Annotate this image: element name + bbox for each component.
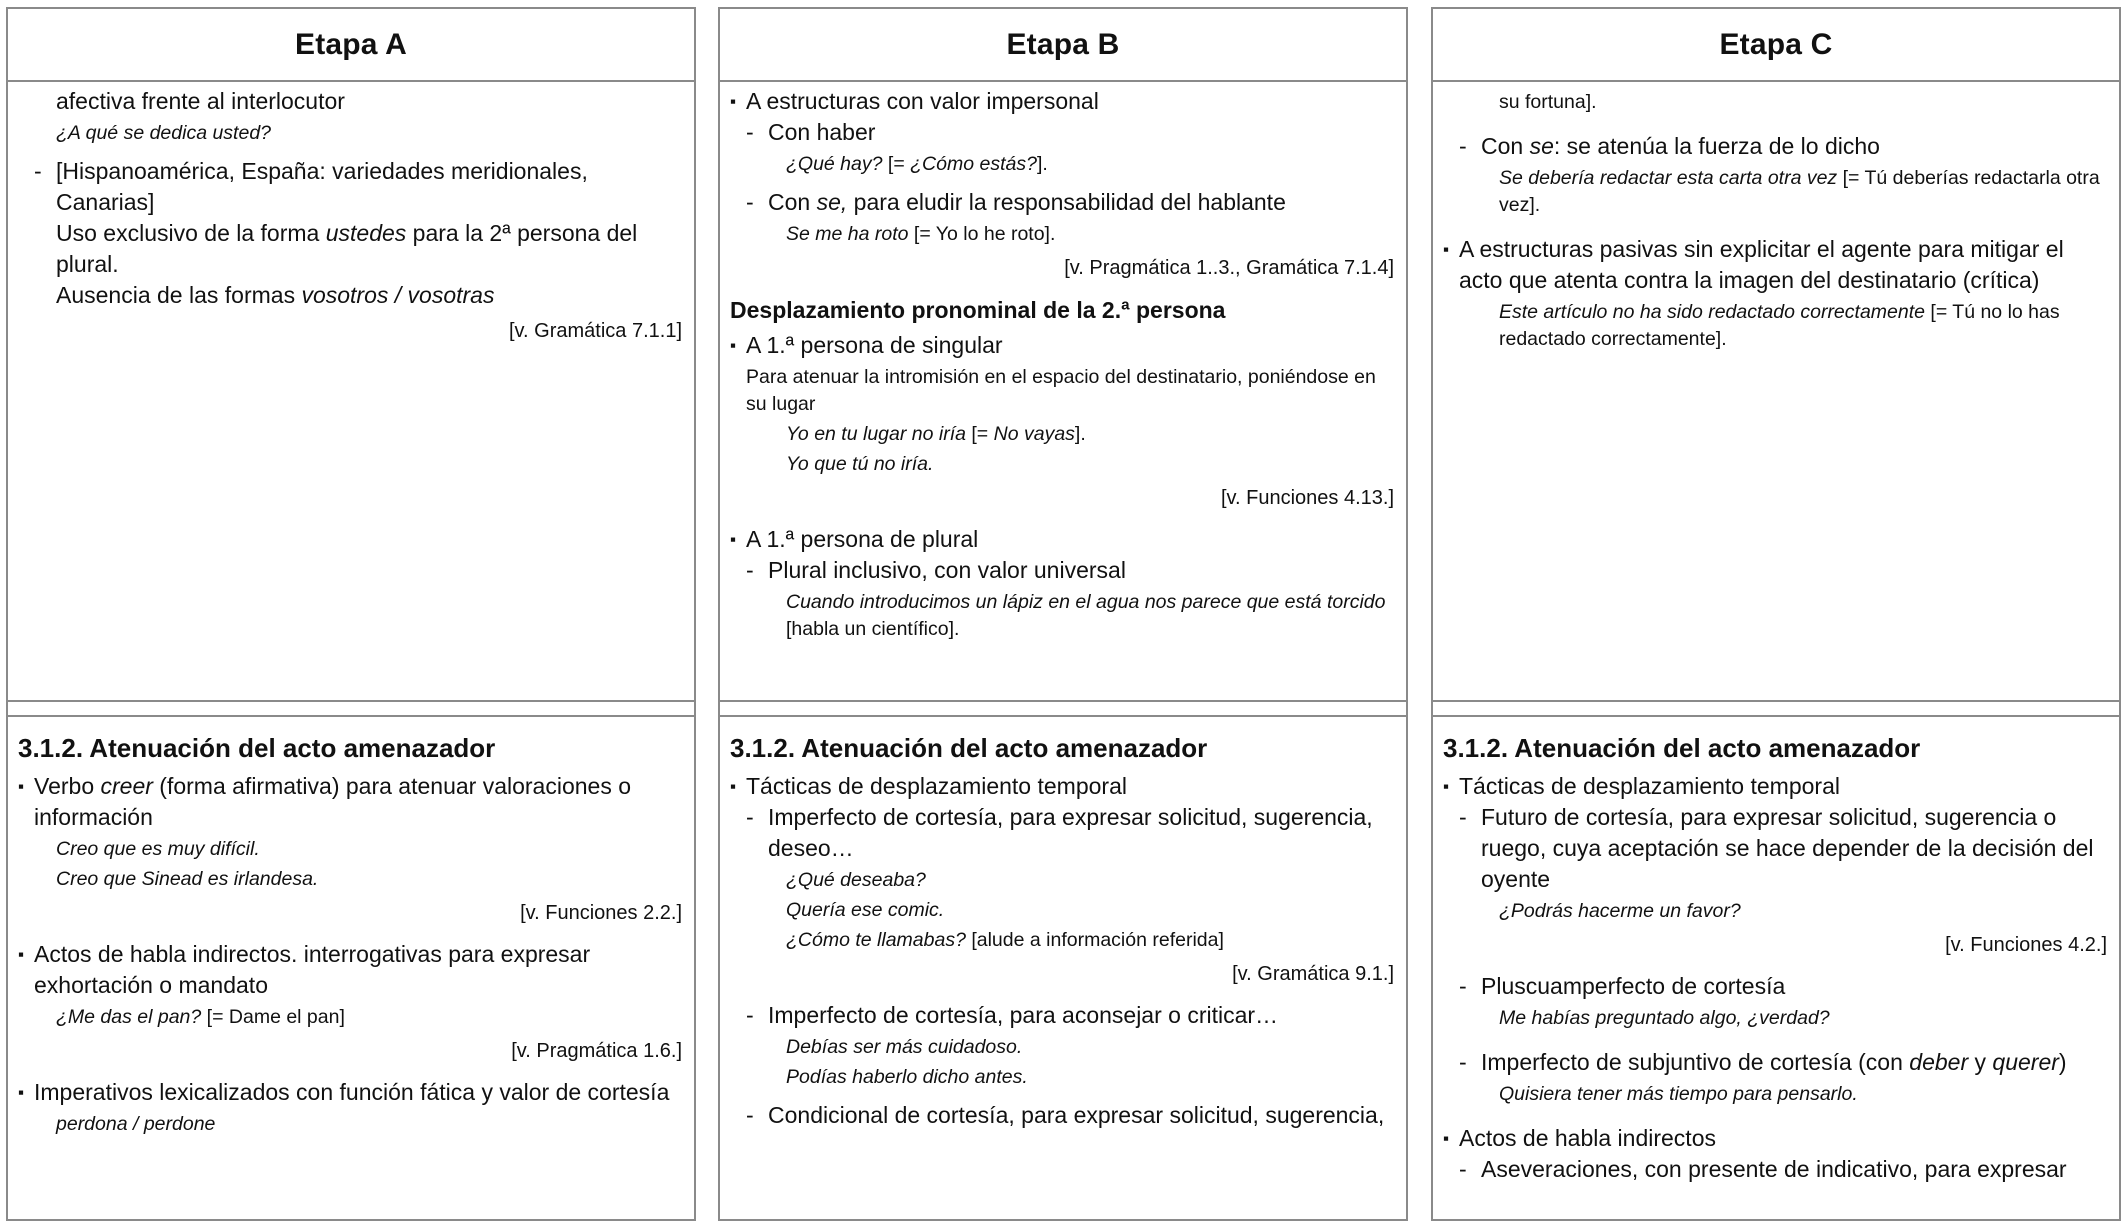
dash-item: - Pluscuamperfecto de cortesía [1443,971,2107,1002]
section-divider [1433,700,2119,717]
dash-item: - Imperfecto de subjuntivo de cortesía (con deber y querer) [1443,1047,2107,1078]
example: ¿Podrás hacerme un favor? [1499,900,1741,922]
dash-marker: - [1459,1049,1467,1075]
bullet-marker: ▪ [18,777,25,796]
example: Creo que es muy difícil. [56,838,260,860]
example: Podías haberlo dicho antes. [786,1066,1028,1088]
dash-item: - Con se: se atenúa la fuerza de lo dicho [1443,131,2107,162]
dash-marker: - [34,158,42,184]
example: Este artículo no ha sido redactado correctamente [= Tú no lo has redactado correctamente]. [1499,301,2060,350]
dash-item: - Plural inclusivo, con valor universal [730,555,1394,586]
dash-item: - Con haber [730,117,1394,148]
example: ¿Qué hay? [= ¿Cómo estás?]. [786,153,1048,175]
dash-marker: - [1459,973,1467,999]
bullet-marker: ▪ [730,92,737,111]
column-header-etapa-a: Etapa A [8,9,694,82]
bullet-item: ▪ Tácticas de desplazamiento temporal [730,771,1394,802]
section-c-top [1433,82,2119,698]
example: Quería ese comic. [786,899,945,921]
continuation-text: afectiva frente al interlocutor [56,88,345,114]
bullet-marker: ▪ [1443,777,1450,796]
section-divider [720,700,1406,717]
cross-reference: [v. Funciones 4.2.] [1945,934,2107,956]
dash-marker: - [746,557,754,583]
example: ¿A qué se dedica usted? [56,122,272,144]
cross-reference: [v. Funciones 2.2.] [520,902,682,924]
example: Se me ha roto [= Yo lo he roto]. [786,223,1056,245]
dash-marker: - [746,804,754,830]
section-title: 3.1.2. Atenuación del acto amenazador [18,733,496,763]
section-c-bottom [1433,717,2119,1219]
bullet-item: ▪ Verbo creer (forma afirmativa) para atenuar valoraciones o información [18,773,632,830]
example: Se debería redactar esta carta otra vez [= Tú deberías redactarla otra vez]. [1499,167,2100,216]
bullet-marker: ▪ [1443,240,1450,259]
bullet-item: ▪ A 1.ª persona de singular [730,330,1394,361]
dash-marker: - [746,119,754,145]
dash-marker: - [1459,1156,1467,1182]
continuation-text: su fortuna]. [1499,91,1597,113]
dash-item: - Condicional de cortesía, para expresar solicitud, sugerencia, [730,1100,1394,1131]
subheading: Desplazamiento pronominal de la 2.ª persona [730,297,1226,323]
dash-item: - [Hispanoamérica, España: variedades meridionales, Canarias] Uso exclusivo de la forma ustedes para la 2ª persona del plural. Ausencia de las formas vosotros / vosotras [34,158,638,308]
example: Me habías preguntado algo, ¿verdad? [1499,1007,1830,1029]
dash-item: - Futuro de cortesía, para expresar solicitud, sugerencia o ruego, cuya aceptación se hace depender de la decisión del oyente [1459,804,2094,892]
example: Yo en tu lugar no iría [= No vayas]. [786,423,1086,445]
column-etapa-c [1431,7,2121,1221]
dash-marker: - [746,1002,754,1028]
bullet-marker: ▪ [730,777,737,796]
example: Debías ser más cuidadoso. [786,1036,1023,1058]
column-header-etapa-b: Etapa B [720,9,1406,82]
cross-reference: [v. Pragmática 1.6.] [511,1040,682,1062]
bullet-item: ▪ A estructuras pasivas sin explicitar el agente para mitigar el acto que atenta contra la imagen del destinatario (crítica) [1443,236,2064,293]
dash-marker: - [746,189,754,215]
section-title: 3.1.2. Atenuación del acto amenazador [730,733,1208,763]
bullet-item: ▪ A estructuras con valor impersonal [730,86,1394,117]
bullet-item: ▪ Imperativos lexicalizados con función fática y valor de cortesía [18,1077,682,1108]
note: Para atenuar la intromisión en el espacio del destinatario, poniéndose en su lugar [746,366,1376,415]
dash-marker: - [746,1102,754,1128]
cross-reference: [v. Funciones 4.13.] [1220,487,1394,509]
section-divider [8,700,694,717]
dash-item: - Imperfecto de cortesía, para expresar solicitud, sugerencia, deseo… [746,804,1373,861]
cross-reference: [v. Gramática 7.1.1] [508,320,682,342]
example: Cuando introducimos un lápiz en el agua nos parece que está torcido [habla un científico]. [786,591,1386,640]
bullet-item: ▪ Actos de habla indirectos. interrogativas para expresar exhortación o mandato [18,941,591,998]
section-title: 3.1.2. Atenuación del acto amenazador [1443,733,1921,763]
section-b-bottom [720,717,1406,1219]
column-etapa-a [6,7,696,1221]
bullet-marker: ▪ [18,1083,25,1102]
example: ¿Me das el pan? [= Dame el pan] [56,1006,345,1028]
bullet-marker: ▪ [1443,1129,1450,1148]
dash-item: - Aseveraciones, con presente de indicativo, para expresar [1443,1154,2107,1185]
bullet-item: ▪ Actos de habla indirectos [1443,1123,2107,1154]
cross-reference: [v. Gramática 9.1.] [1232,963,1394,985]
column-etapa-b [718,7,1408,1221]
example: perdona / perdone [56,1113,216,1135]
section-a-top [8,82,694,698]
cross-reference: [v. Pragmática 1..3., Gramática 7.1.4] [1064,257,1394,279]
section-a-bottom [8,717,694,1219]
example: ¿Cómo te llamabas? [alude a información referida] [786,929,1224,951]
example: Yo que tú no iría. [786,453,934,475]
dash-item: - Con se, para eludir la responsabilidad del hablante [730,187,1394,218]
example: ¿Qué deseaba? [786,869,926,891]
section-b-top [720,82,1406,698]
bullet-marker: ▪ [18,945,25,964]
dash-marker: - [1459,133,1467,159]
example: Creo que Sinead es irlandesa. [56,868,319,890]
column-header-etapa-c: Etapa C [1433,9,2119,82]
bullet-marker: ▪ [730,336,737,355]
bullet-marker: ▪ [730,530,737,549]
dash-item: - Imperfecto de cortesía, para aconsejar o criticar… [730,1000,1394,1031]
dash-marker: - [1459,804,1467,830]
bullet-item: ▪ A 1.ª persona de plural [730,524,1394,555]
example: Quisiera tener más tiempo para pensarlo. [1499,1083,1858,1105]
bullet-item: ▪ Tácticas de desplazamiento temporal [1443,771,2107,802]
